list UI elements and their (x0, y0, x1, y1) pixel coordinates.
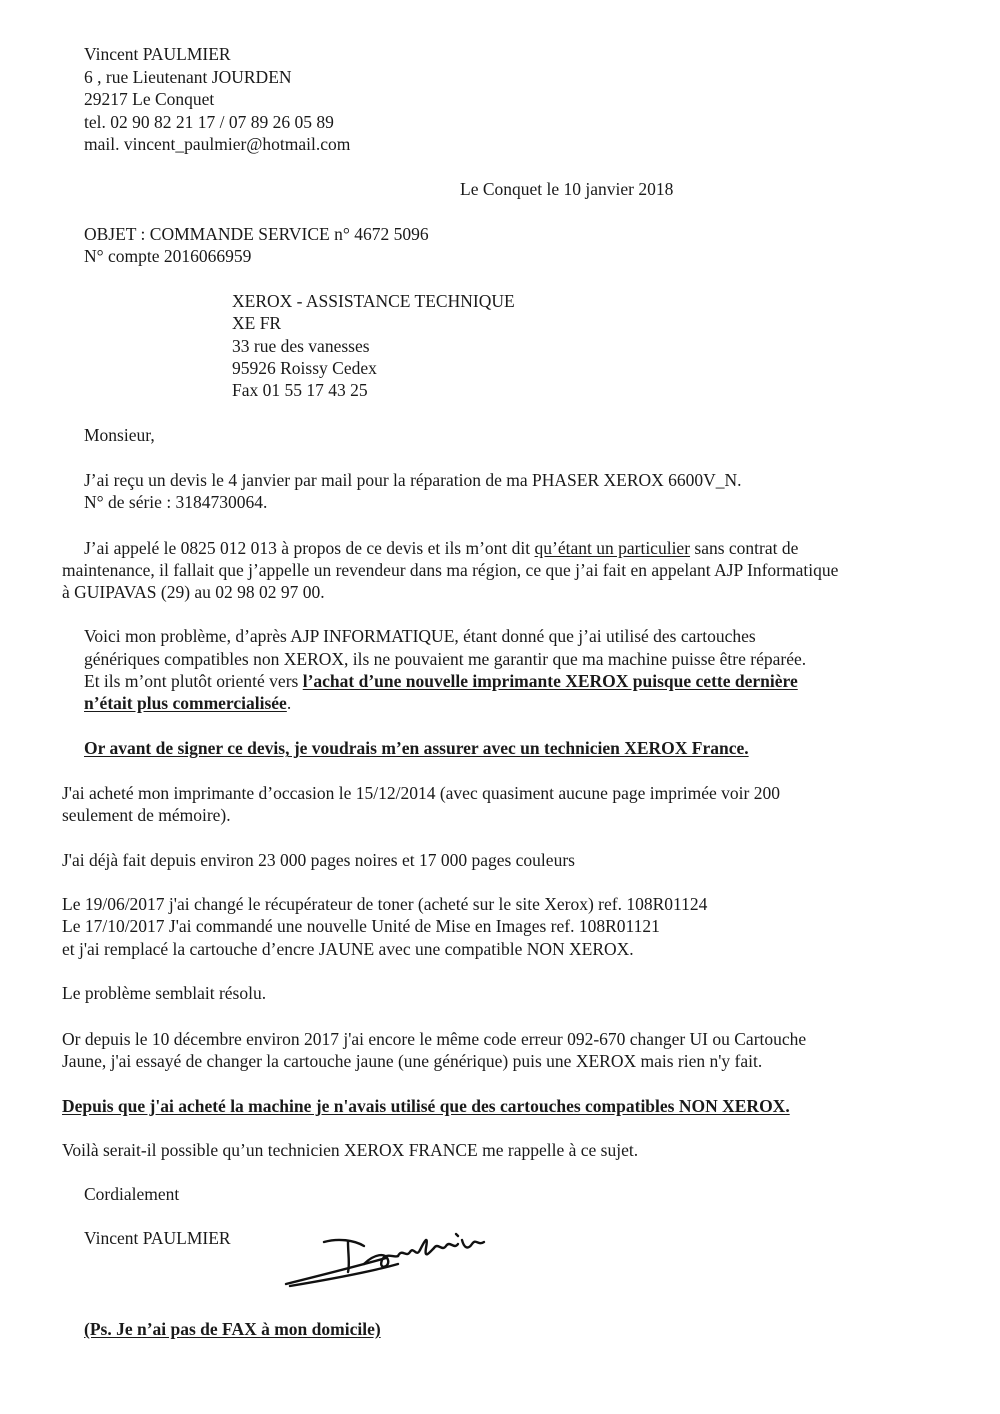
sender-name: Vincent PAULMIER (84, 44, 231, 64)
sender-street: 6 , rue Lieutenant JOURDEN (84, 67, 292, 87)
paragraph-3-line-3 (84, 670, 798, 692)
paragraph-3-line-2: génériques compatibles non XEROX, ils ne pouvaient me garantir que ma machine puisse être réparée. (84, 649, 807, 669)
paragraph-1-line-2: N° de série : 3184730064. (84, 492, 268, 512)
paragraph-3-text-a: Et ils m’ont plutôt orienté vers (84, 671, 303, 691)
paragraph-7-line-3: et j'ai remplacé la cartouche d’encre JAUNE avec une compatible NON XEROX. (62, 939, 634, 959)
paragraph-3-line-1: Voici mon problème, d’après AJP INFORMATIQUE, étant donné que j’ai utilisé des cartouches (84, 626, 756, 646)
paragraph-5-line-1: J'ai acheté mon imprimante d’occasion le 15/12/2014 (avec quasiment aucune page imprimée voir 200 (62, 783, 780, 803)
recipient-line-3: 33 rue des vanesses (232, 336, 370, 356)
paragraph-2-line-3: à GUIPAVAS (29) au 02 98 02 97 00. (62, 582, 325, 602)
paragraph-3-emphasis-b: n’était plus commercialisée (84, 693, 287, 713)
subject-account: N° compte 2016066959 (84, 246, 252, 266)
postscript: (Ps. Je n’ai pas de FAX à mon domicile) (84, 1319, 381, 1339)
paragraph-3-line-4 (84, 692, 291, 714)
paragraph-6: J'ai déjà fait depuis environ 23 000 pages noires et 17 000 pages couleurs (62, 850, 575, 870)
subject-object: OBJET : COMMANDE SERVICE n° 4672 5096 (84, 224, 429, 244)
signer-name: Vincent PAULMIER (84, 1228, 231, 1248)
sender-mail: mail. vincent_paulmier@hotmail.com (84, 134, 351, 154)
paragraph-8: Le problème semblait résolu. (62, 983, 267, 1003)
paragraph-1-line-1: J’ai reçu un devis le 4 janvier par mail pour la réparation de ma PHASER XEROX 6600V_N. (84, 470, 742, 490)
recipient-line-1: XEROX - ASSISTANCE TECHNIQUE (232, 291, 515, 311)
date-line: Le Conquet le 10 janvier 2018 (460, 179, 674, 199)
paragraph-3-emphasis-a: l’achat d’une nouvelle imprimante XEROX puisque cette dernière (302, 671, 798, 691)
paragraph-9-line-2: Jaune, j'ai essayé de changer la cartouche jaune (une générique) puis une XEROX mais rien n'y fait. (62, 1051, 763, 1071)
paragraph-2-line-1 (84, 537, 798, 559)
handwritten-signature (278, 1228, 498, 1290)
salutation: Monsieur, (84, 425, 155, 445)
paragraph-7-line-1: Le 19/06/2017 j'ai changé le récupérateur de toner (acheté sur le site Xerox) ref. 108R01124 (62, 894, 708, 914)
paragraph-10-emphasis: Depuis que j'ai acheté la machine je n'avais utilisé que des cartouches compatibles NON XEROX. (62, 1096, 790, 1116)
paragraph-3-period: . (286, 693, 292, 713)
paragraph-2-underlined: qu’étant un particulier (534, 538, 691, 558)
paragraph-2-text-b: sans contrat de (690, 538, 799, 558)
paragraph-2-text-a: J’ai appelé le 0825 012 013 à propos de ce devis et ils m’ont dit (84, 538, 535, 558)
recipient-line-5: Fax 01 55 17 43 25 (232, 380, 368, 400)
paragraph-11: Voilà serait-il possible qu’un technicien XEROX FRANCE me rappelle à ce sujet. (62, 1140, 639, 1160)
recipient-line-2: XE FR (232, 313, 282, 333)
recipient-line-4: 95926 Roissy Cedex (232, 358, 377, 378)
sender-phone: tel. 02 90 82 21 17 / 07 89 26 05 89 (84, 112, 334, 132)
closing: Cordialement (84, 1184, 180, 1204)
paragraph-5-line-2: seulement de mémoire). (62, 805, 231, 825)
paragraph-9-line-1: Or depuis le 10 décembre environ 2017 j'ai encore le même code erreur 092-670 changer UI ou Cartouche (62, 1029, 807, 1049)
paragraph-2-line-2: maintenance, il fallait que j’appelle un revendeur dans ma région, ce que j’ai fait en appelant AJP Informatique (62, 560, 839, 580)
paragraph-7-line-2: Le 17/10/2017 J'ai commandé une nouvelle Unité de Mise en Images ref. 108R01121 (62, 916, 660, 936)
paragraph-4-emphasis: Or avant de signer ce devis, je voudrais m’en assurer avec un technicien XEROX France. (84, 738, 749, 758)
sender-city: 29217 Le Conquet (84, 89, 215, 109)
